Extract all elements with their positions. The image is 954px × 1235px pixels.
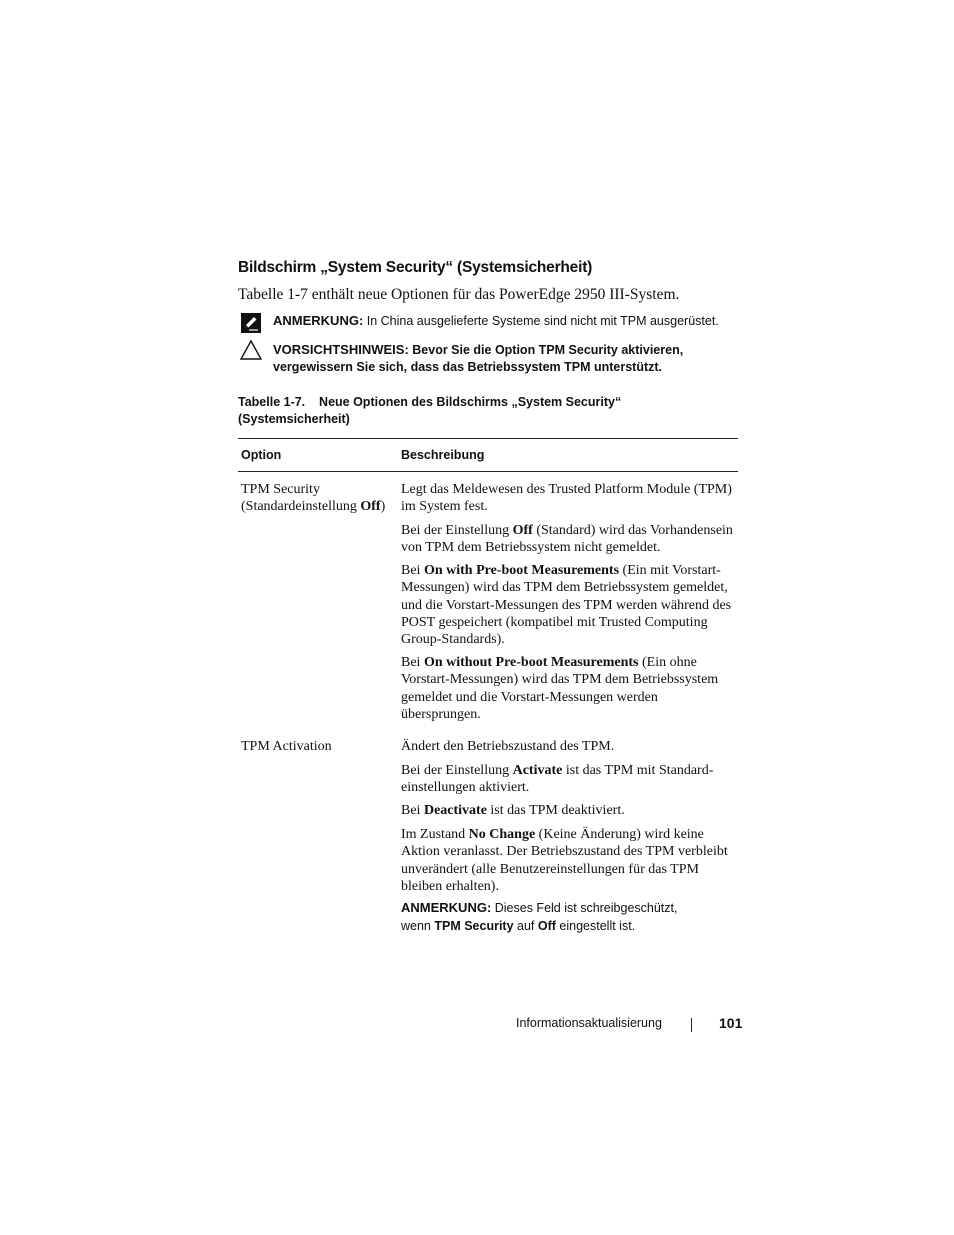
caution-line1: Bevor Sie die Option TPM Security aktivieren, <box>408 343 684 357</box>
caution-triangle-icon <box>240 339 262 361</box>
tpm-security-desc-4: Bei On without Pre-boot Measurements (Ein ohne Vorstart-Messungen) wird das TPM dem Betriebssystem gemeldet und die Vorstart-Messungen werden übersprungen. <box>401 655 719 722</box>
tpm-security-desc-1: Legt das Meldewesen des Trusted Platform Module (TPM) im System fest. <box>401 482 732 515</box>
section-heading: Bildschirm „System Security“ (Systemsicherheit) <box>238 259 593 276</box>
caution-label: VORSICHTSHINWEIS: <box>273 342 409 357</box>
tpm-activation-desc-3: Bei Deactivate ist das TPM deaktiviert. <box>401 803 625 818</box>
column-header-description: Beschreibung <box>401 448 485 462</box>
option-tpm-security: TPM Security (Standardeinstellung Off) <box>241 482 386 515</box>
column-header-option: Option <box>241 448 282 462</box>
page-number: 101 <box>719 1015 743 1031</box>
tpm-security-desc-2: Bei der Einstellung Off (Standard) wird das Vorhandensein von TPM dem Betriebssystem nicht gemeldet. <box>401 523 733 556</box>
note-label: ANMERKUNG: <box>273 313 364 328</box>
table-header-rule <box>238 471 738 472</box>
tpm-activation-desc-1: Ändert den Betriebszustand des TPM. <box>401 739 615 754</box>
caution-text <box>273 341 743 376</box>
footer-divider <box>691 1018 692 1032</box>
pencil-note-icon <box>240 312 262 334</box>
intro-paragraph: Tabelle 1-7 enthält neue Optionen für das PowerEdge 2950 III-System. <box>238 286 680 303</box>
caution-line2: vergewissern Sie sich, dass das Betriebssystem TPM unterstützt. <box>273 360 663 374</box>
option-tpm-activation: TPM Activation <box>241 739 332 754</box>
table-caption <box>238 394 658 428</box>
footer-section-title: Informationsaktualisierung <box>516 1016 662 1030</box>
table-top-rule <box>238 438 738 439</box>
note-text <box>273 313 743 328</box>
table-caption-line2: (Systemsicherheit) <box>238 412 350 426</box>
tpm-security-desc-3: Bei On with Pre-boot Measurements (Ein mit Vorstart-Messungen) wird das TPM dem Betriebssystem gemeldet, und die Vorstart-Messungen des TPM werden während des POST gespeichert (kompatibel mit Trusted Computing Group-Standards). <box>401 563 732 648</box>
tpm-activation-note: ANMERKUNG: Dieses Feld ist schreibgeschützt, wenn TPM Security auf Off eingestellt ist. <box>401 900 678 933</box>
table-caption-line1: Tabelle 1-7. Neue Optionen des Bildschirms „System Security“ <box>238 395 622 409</box>
tpm-activation-desc-4: Im Zustand No Change (Keine Änderung) wird keine Aktion veranlasst. Der Betriebszustand des TPM verbleibt unverändert (alle Benutzereinstellungen für das TPM bleiben erhalten). <box>401 827 728 894</box>
note-body: In China ausgelieferte Systeme sind nicht mit TPM ausgerüstet. <box>363 314 719 328</box>
tpm-activation-desc-2: Bei der Einstellung Activate ist das TPM mit Standard-einstellungen aktiviert. <box>401 763 714 796</box>
